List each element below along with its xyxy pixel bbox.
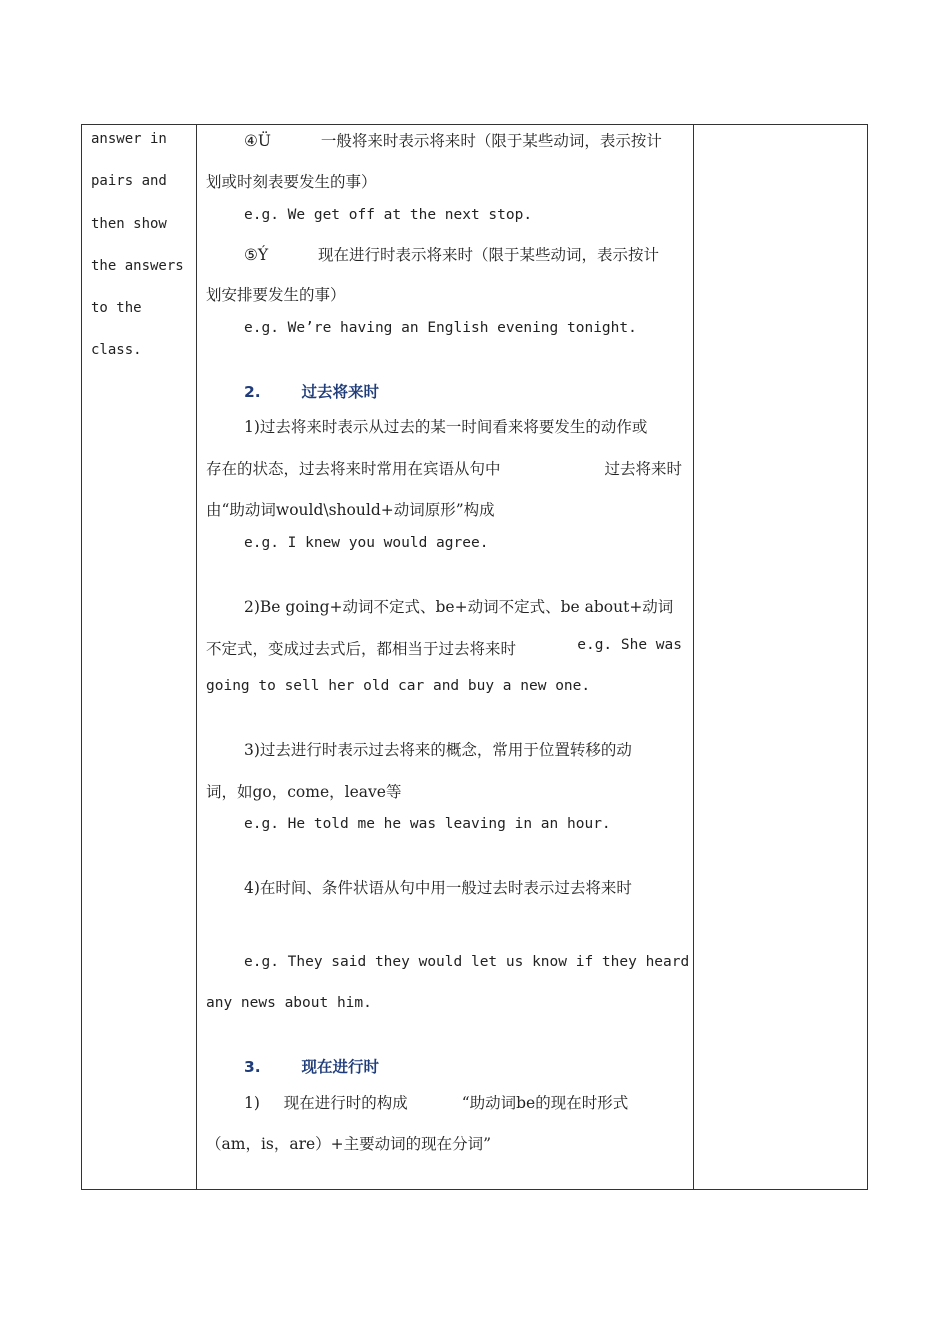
item5-line-2: 划安排要发生的事） [206, 286, 346, 304]
activity-line: then show [91, 215, 167, 232]
section-2-p4: 4)在时间、条件状语从句中用一般过去时表示过去将来时 [244, 879, 632, 897]
section-2-heading: 2. 过去将来时 [244, 383, 380, 401]
activity-line: class. [91, 342, 142, 359]
section-3-p1: 1) 现在进行时的构成 “助动词be的现在时形式 [244, 1094, 629, 1112]
item4-example: e.g. We get off at the next stop. [244, 207, 533, 223]
section-2-p4-example-2: any news about him. [206, 995, 372, 1011]
section-3-heading: 3. 现在进行时 [244, 1058, 380, 1076]
section-2-p1: 1)过去将来时表示从过去的某一时间看来将要发生的动作或 [244, 418, 648, 436]
lesson-table [81, 124, 868, 1190]
activity-line: answer in [91, 131, 167, 147]
item4-line [244, 129, 662, 151]
activity-line: pairs and [91, 173, 167, 190]
section-2-p2-line-3: going to sell her old car and buy a new one. [206, 678, 591, 694]
activity-line: the answers [91, 257, 184, 274]
item5-line [244, 243, 659, 265]
section-2-p3-example: e.g. He told me he was leaving in an hour. [244, 816, 611, 832]
item5-text: 现在进行时表示将来时（限于某些动词，表示按计 [318, 246, 660, 264]
section-2-p4-example: e.g. They said they would let us know if they heard [244, 954, 690, 970]
column-divider [196, 125, 197, 1189]
item4-text: 一般将来时表示将来时（限于某些动词，表示按计 [320, 132, 662, 150]
activity-column [91, 125, 191, 379]
section-2-p3: 3)过去进行时表示过去将来的概念，常用于位置转移的动 [244, 741, 632, 759]
activity-line: to the [91, 300, 142, 317]
item4-marker: ④Ü [244, 132, 271, 150]
item5-example: e.g. We’re having an English evening tonight. [244, 320, 637, 336]
section-2-p1-line-3: 由“助动词would\should+动词原形”构成 [206, 501, 495, 519]
section-2-p1-line-2: 存在的状态，过去将来时常用在宾语从句中 过去将来时 [206, 460, 682, 478]
notes-column [694, 125, 867, 1189]
item4-line-2: 划或时刻表要发生的事） [206, 173, 377, 191]
section-2-p2-line-2: 不定式，变成过去式后，都相当于过去将来时 e.g. She was [206, 637, 682, 658]
section-3-p1-line-2: （am，is，are）+主要动词的现在分词” [206, 1135, 492, 1153]
item5-marker: ⑤Ý [244, 246, 269, 264]
section-2-p3-line-2: 词，如go，come，leave等 [206, 783, 402, 801]
section-2-p1-example: e.g. I knew you would agree. [244, 535, 489, 551]
section-2-p2: 2)Be going+动词不定式、be+动词不定式、be about+动词 [244, 598, 674, 616]
